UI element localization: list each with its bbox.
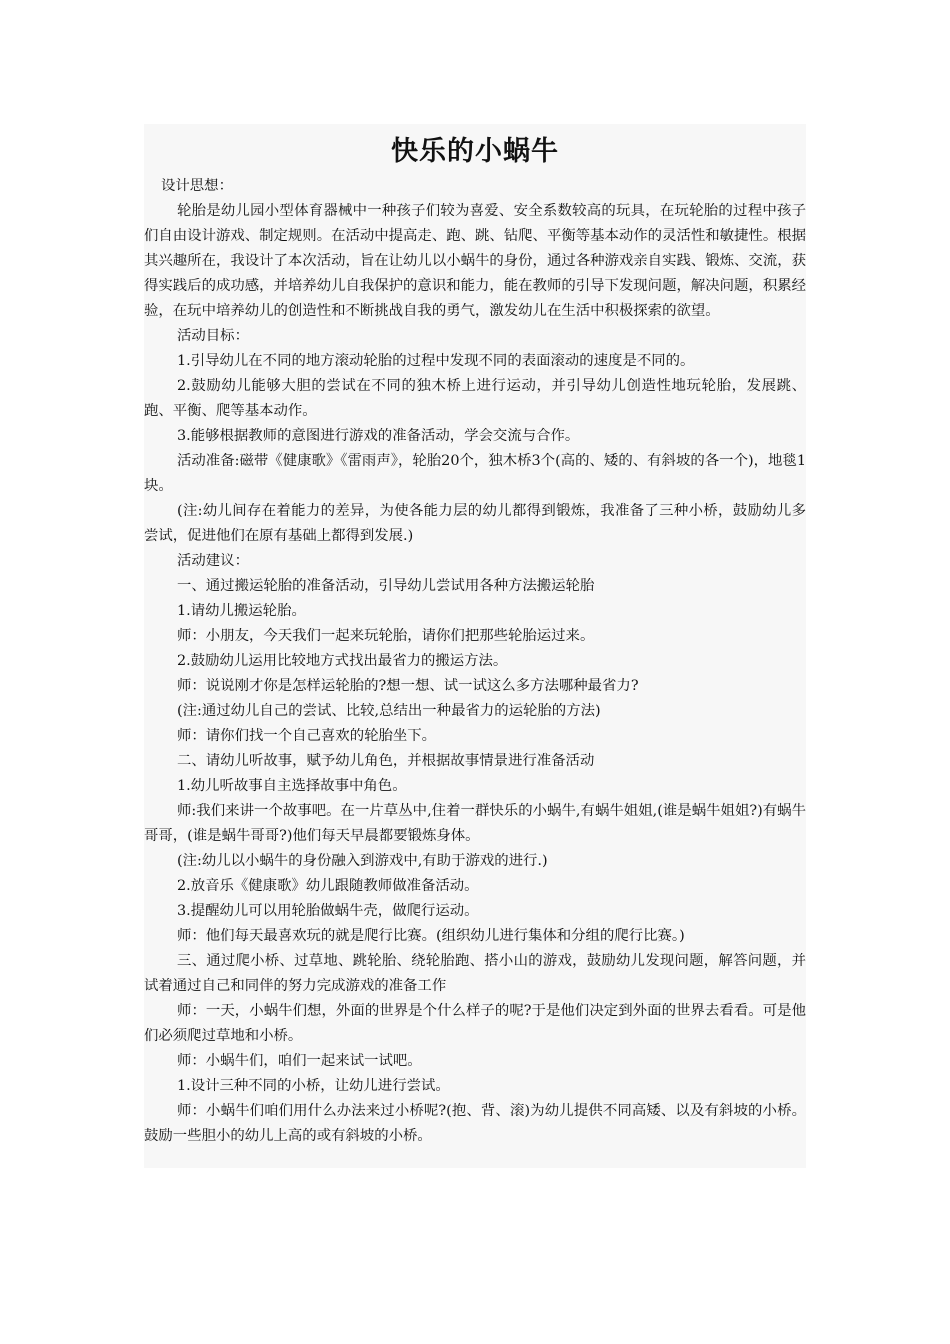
paragraph: 轮胎是幼儿园小型体育器械中一种孩子们较为喜爱、安全系数较高的玩具，在玩轮胎的过程中孩子们自由设计游戏、制定规则。在活动中提高走、跑、跳、钻爬、平衡等基本动作的灵活性和敏捷性。根据其兴趣所在，我设计了本次活动，旨在让幼儿以小蜗牛的身份，通过各种游戏亲自实践、锻炼、交流，获得实践后的成功感，并培养幼儿自我保护的意识和能力，能在教师的引导下发现问题，解决问题，积累经验，在玩中培养幼儿的创造性和不断挑战自我的勇气，激发幼儿在生活中积极探索的欲望。: [144, 203, 806, 319]
paragraph: 二、请幼儿听故事，赋予幼儿角色，并根据故事情景进行准备活动: [177, 753, 595, 769]
paragraph-list: [144, 174, 806, 1149]
paragraph: 师：他们每天最喜欢玩的就是爬行比赛。(组织幼儿进行集体和分组的爬行比赛。): [177, 928, 685, 944]
document-body: [144, 124, 806, 1168]
paragraph: 师：一天，小蜗牛们想，外面的世界是个什么样子的呢?于是他们决定到外面的世界去看看。可是他们必须爬过草地和小桥。: [144, 1003, 806, 1044]
paragraph: (注:幼儿间存在着能力的差异，为使各能力层的幼儿都得到锻炼，我准备了三种小桥，鼓励幼儿多尝试，促进他们在原有基础上都得到发展.): [144, 503, 806, 544]
paragraph: 师：请你们找一个自己喜欢的轮胎坐下。: [177, 728, 437, 744]
paragraph: 师：小蜗牛们咱们用什么办法来过小桥呢?(抱、背、滚)为幼儿提供不同高矮、以及有斜坡的小桥。鼓励一些胆小的幼儿上高的或有斜坡的小桥。: [144, 1103, 806, 1144]
paragraph: 师：小朋友，今天我们一起来玩轮胎，请你们把那些轮胎运过来。: [177, 628, 595, 644]
paragraph: 2.鼓励幼儿能够大胆的尝试在不同的独木桥上进行运动，并引导幼儿创造性地玩轮胎，发展跳、跑、平衡、爬等基本动作。: [144, 378, 806, 419]
paragraph: 2.放音乐《健康歌》幼儿跟随教师做准备活动。: [177, 878, 479, 894]
paragraph: 活动准备:磁带《健康歌》《雷雨声》，轮胎20个，独木桥3个(高的、矮的、有斜坡的各一个)，地毯1块。: [144, 453, 806, 494]
paragraph: 3.能够根据教师的意图进行游戏的准备活动，学会交流与合作。: [177, 428, 580, 444]
paragraph: 设计思想：: [161, 178, 233, 194]
paragraph: 1.设计三种不同的小桥，让幼儿进行尝试。: [177, 1078, 450, 1094]
paragraph: 1.请幼儿搬运轮胎。: [177, 603, 306, 619]
paragraph: 师：小蜗牛们，咱们一起来试一试吧。: [177, 1053, 422, 1069]
document-title: 快乐的小蜗牛: [391, 136, 559, 167]
paragraph: 1.幼儿听故事自主选择故事中角色。: [177, 778, 407, 794]
paragraph: 1.引导幼儿在不同的地方滚动轮胎的过程中发现不同的表面滚动的速度是不同的。: [177, 353, 695, 369]
paragraph: 师:我们来讲一个故事吧。在一片草丛中,住着一群快乐的小蜗牛,有蜗牛姐姐,(谁是蜗牛姐姐?)有蜗牛哥哥，(谁是蜗牛哥哥?)他们每天早晨都要锻炼身体。: [144, 803, 806, 844]
paragraph: 3.提醒幼儿可以用轮胎做蜗牛壳，做爬行运动。: [177, 903, 479, 919]
paragraph: 2.鼓励幼儿运用比较地方式找出最省力的搬运方法。: [177, 653, 508, 669]
paragraph: 活动建议：: [177, 553, 249, 569]
paragraph: (注:通过幼儿自己的尝试、比较,总结出一种最省力的运轮胎的方法): [177, 703, 601, 719]
paragraph: 三、通过爬小桥、过草地、跳轮胎、绕轮胎跑、搭小山的游戏，鼓励幼儿发现问题，解答问题，并试着通过自己和同伴的努力完成游戏的准备工作: [144, 953, 806, 994]
paragraph: 活动目标：: [177, 328, 249, 344]
paragraph: 一、通过搬运轮胎的准备活动，引导幼儿尝试用各种方法搬运轮胎: [177, 578, 595, 594]
paragraph: (注:幼儿以小蜗牛的身份融入到游戏中,有助于游戏的进行.): [177, 853, 548, 869]
paragraph: 师：说说刚才你是怎样运轮胎的?想一想、试一试这么多方法哪种最省力?: [177, 678, 639, 694]
